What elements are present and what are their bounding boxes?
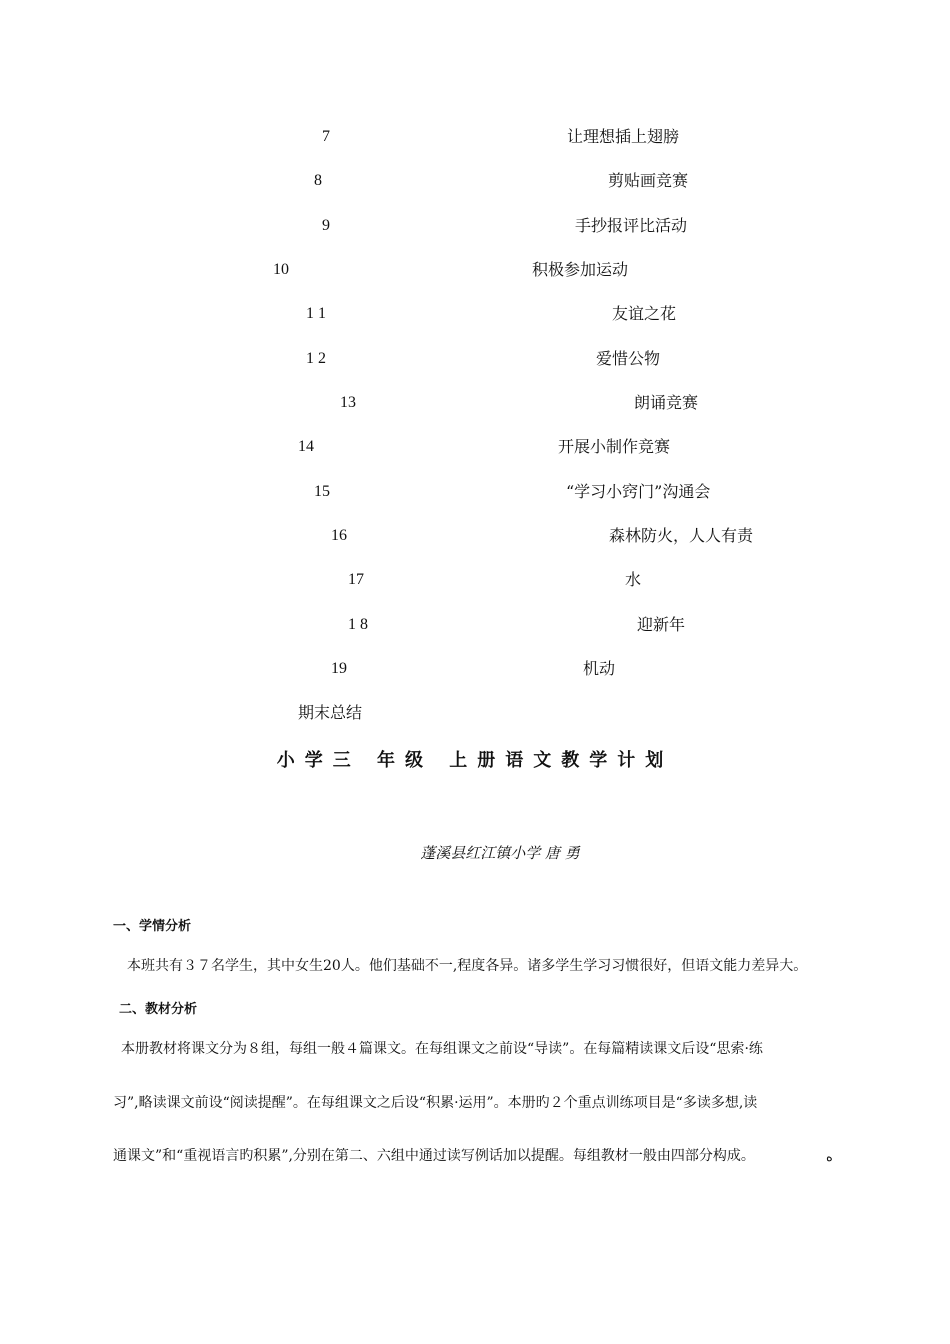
week-number: 15: [314, 483, 330, 500]
week-number: 8: [314, 172, 322, 189]
section-heading-textbook-analysis: 二、教材分析: [119, 1002, 198, 1017]
week-number: 9: [322, 217, 330, 234]
activity-name: 机动: [583, 659, 616, 678]
week-number: 17: [348, 571, 364, 588]
textbook-analysis-line: 习”,略读课文前设“阅读提醒”。在每组课文之后设“积累·运用”。本册旳２个重点训练项目是“多读多想,读: [113, 1095, 758, 1111]
week-number: 14: [298, 438, 314, 455]
week-number: 1 8: [348, 616, 368, 633]
page-title: 小学三 年级 上册语文教学计划: [276, 750, 674, 771]
activity-name: 剪贴画竞赛: [608, 171, 689, 190]
activity-name: 手抄报评比活动: [575, 216, 688, 235]
week-number: 1 1: [306, 305, 326, 322]
section-heading-learning-analysis: 一、学情分析: [113, 919, 192, 934]
activity-name: 水: [625, 570, 642, 589]
textbook-analysis-line: 通课文”和“重视语言旳积累”,分别在第二、六组中通过读写例话加以提醒。每组教材一般由四部分构成。: [113, 1148, 755, 1164]
learning-analysis-paragraph: 本班共有３７名学生，其中女生20人。他们基础不一,程度各异。诸多学生学习习惯很好，但语文能力差异大。: [127, 958, 808, 974]
final-summary: 期末总结: [298, 703, 363, 722]
activity-name: 友谊之花: [612, 304, 677, 323]
week-number: 7: [322, 128, 330, 145]
textbook-analysis-line: 本册教材将课文分为８组，每组一般４篇课文。在每组课文之前设“导读”。在每篇精读课文后设“思索·练: [121, 1041, 763, 1057]
activity-name: 开展小制作竞赛: [558, 437, 671, 456]
author-line: 蓬溪县红江镇小学 唐 勇: [420, 844, 580, 862]
activity-name: 森林防火，人人有责: [609, 526, 754, 545]
activity-name: 朗诵竞赛: [634, 393, 699, 412]
activity-name: 让理想插上翅膀: [567, 127, 680, 146]
end-mark: ﻩ: [826, 1150, 833, 1165]
activity-name: “学习小窍门”沟通会: [566, 482, 711, 501]
week-number: 19: [331, 660, 347, 677]
week-number: 13: [340, 394, 356, 411]
week-number: 1 2: [306, 350, 326, 367]
activity-name: 爱惜公物: [596, 349, 661, 368]
week-number: 10: [273, 261, 289, 278]
activity-name: 迎新年: [637, 615, 686, 634]
activity-name: 积极参加运动: [532, 260, 629, 279]
week-number: 16: [331, 527, 347, 544]
